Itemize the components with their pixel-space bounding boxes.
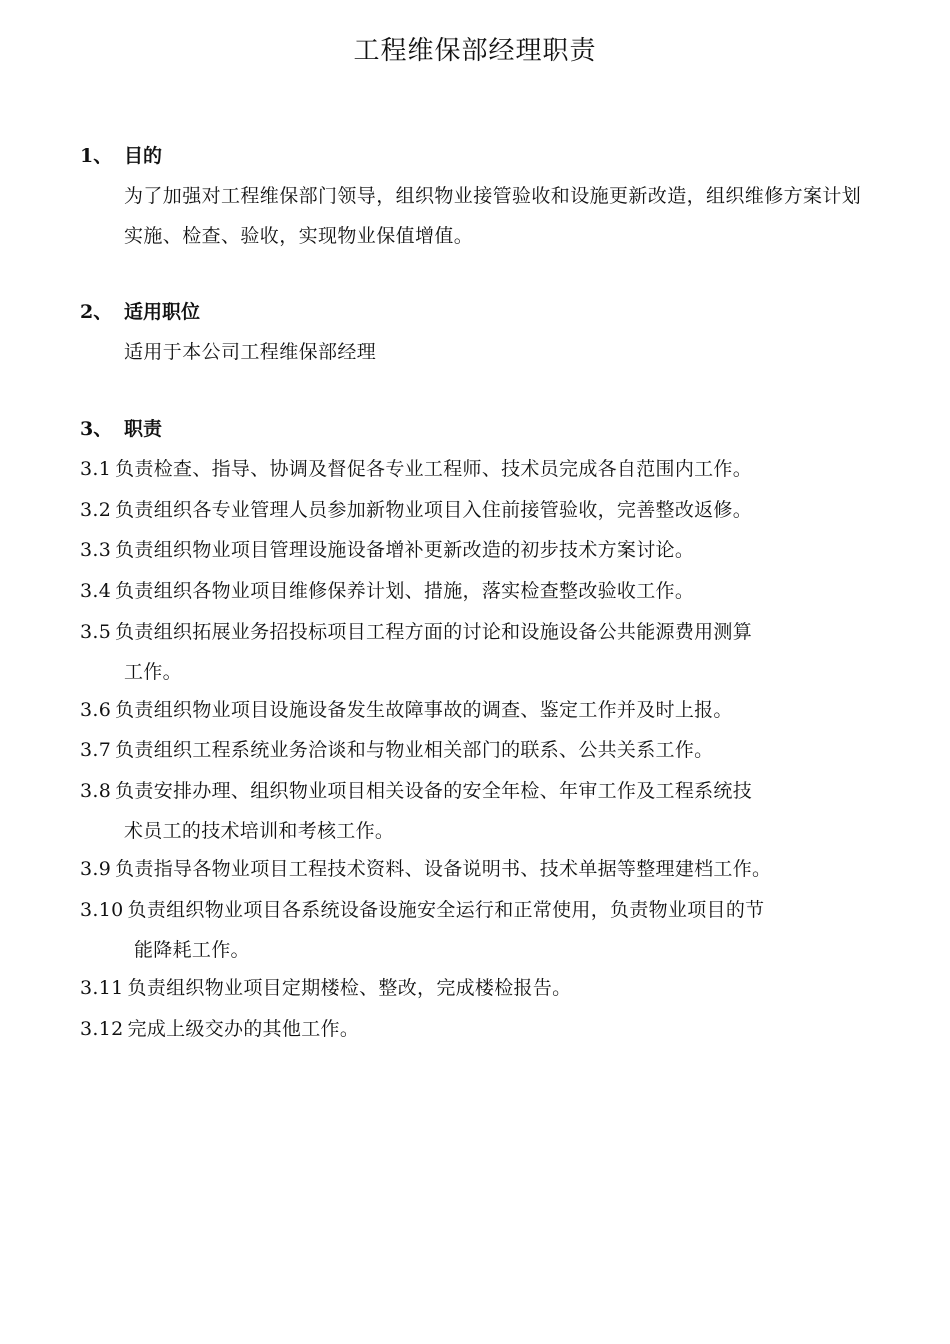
document-title: 工程维保部经理职责 bbox=[353, 36, 597, 66]
duty-item bbox=[80, 771, 870, 851]
duty-number: 3.8 bbox=[80, 780, 112, 802]
duty-number: 3.3 bbox=[80, 539, 112, 561]
duty-item bbox=[80, 730, 870, 770]
duty-item bbox=[80, 690, 870, 730]
duty-number: 3.12 bbox=[80, 1018, 124, 1040]
section-body-applicable-position: 适用于本公司工程维保部经理 bbox=[124, 341, 377, 363]
duty-item bbox=[80, 449, 870, 489]
section-number: 3、 bbox=[80, 418, 113, 440]
duty-item bbox=[80, 849, 870, 889]
section-heading-purpose bbox=[80, 141, 162, 171]
duty-item bbox=[80, 530, 870, 570]
duty-text: 负责组织工程系统业务洽谈和与物业相关部门的联系、公共关系工作。 bbox=[115, 739, 714, 761]
duty-text: 负责组织物业项目设施设备发生故障事故的调查、鉴定工作并及时上报。 bbox=[115, 699, 733, 721]
duty-text-continued: 能降耗工作。 bbox=[134, 939, 250, 961]
section-number: 2、 bbox=[80, 301, 113, 323]
section-title: 职责 bbox=[124, 418, 163, 440]
duty-number: 3.10 bbox=[80, 899, 124, 921]
duty-item bbox=[80, 1009, 870, 1049]
duty-text: 负责组织拓展业务招投标项目工程方面的讨论和设施设备公共能源费用测算 bbox=[115, 621, 753, 643]
section-title: 目的 bbox=[124, 145, 163, 167]
duty-text: 负责组织各专业管理人员参加新物业项目入住前接管验收，完善整改返修。 bbox=[115, 499, 753, 521]
duty-item bbox=[80, 490, 870, 530]
duty-item bbox=[80, 571, 870, 611]
section-heading-applicable-position bbox=[80, 297, 200, 327]
duty-number: 3.4 bbox=[80, 580, 112, 602]
section-body-purpose: 为了加强对工程维保部门领导，组织物业接管验收和设施更新改造，组织维修方案计划实施、检查、验收，实现物业保值增值。 bbox=[124, 185, 862, 247]
duty-text: 负责组织各物业项目维修保养计划、措施，落实检查整改验收工作。 bbox=[115, 580, 695, 602]
duty-number: 3.2 bbox=[80, 499, 112, 521]
duty-number: 3.9 bbox=[80, 858, 112, 880]
duty-text-continued: 术员工的技术培训和考核工作。 bbox=[124, 820, 395, 842]
duty-item bbox=[80, 968, 870, 1008]
duty-text: 完成上级交办的其他工作。 bbox=[127, 1018, 360, 1040]
duty-item bbox=[80, 612, 870, 692]
duty-number: 3.6 bbox=[80, 699, 112, 721]
duty-text: 负责检查、指导、协调及督促各专业工程师、技术员完成各自范围内工作。 bbox=[115, 458, 753, 480]
duty-text-continued: 工作。 bbox=[124, 661, 182, 683]
duty-text: 负责组织物业项目定期楼检、整改，完成楼检报告。 bbox=[127, 977, 572, 999]
duty-text: 负责指导各物业项目工程技术资料、设备说明书、技术单据等整理建档工作。 bbox=[115, 858, 772, 880]
section-heading-duties bbox=[80, 414, 162, 444]
duty-number: 3.5 bbox=[80, 621, 112, 643]
duty-text: 负责安排办理、组织物业项目相关设备的安全年检、年审工作及工程系统技 bbox=[115, 780, 753, 802]
section-number: 1、 bbox=[80, 145, 113, 167]
section-title: 适用职位 bbox=[124, 301, 201, 323]
duty-number: 3.11 bbox=[80, 977, 124, 999]
duty-item bbox=[80, 890, 870, 970]
duty-number: 3.7 bbox=[80, 739, 112, 761]
duty-text: 负责组织物业项目管理设施设备增补更新改造的初步技术方案讨论。 bbox=[115, 539, 695, 561]
duty-number: 3.1 bbox=[80, 458, 112, 480]
duty-text: 负责组织物业项目各系统设备设施安全运行和正常使用，负责物业项目的节 bbox=[127, 899, 765, 921]
